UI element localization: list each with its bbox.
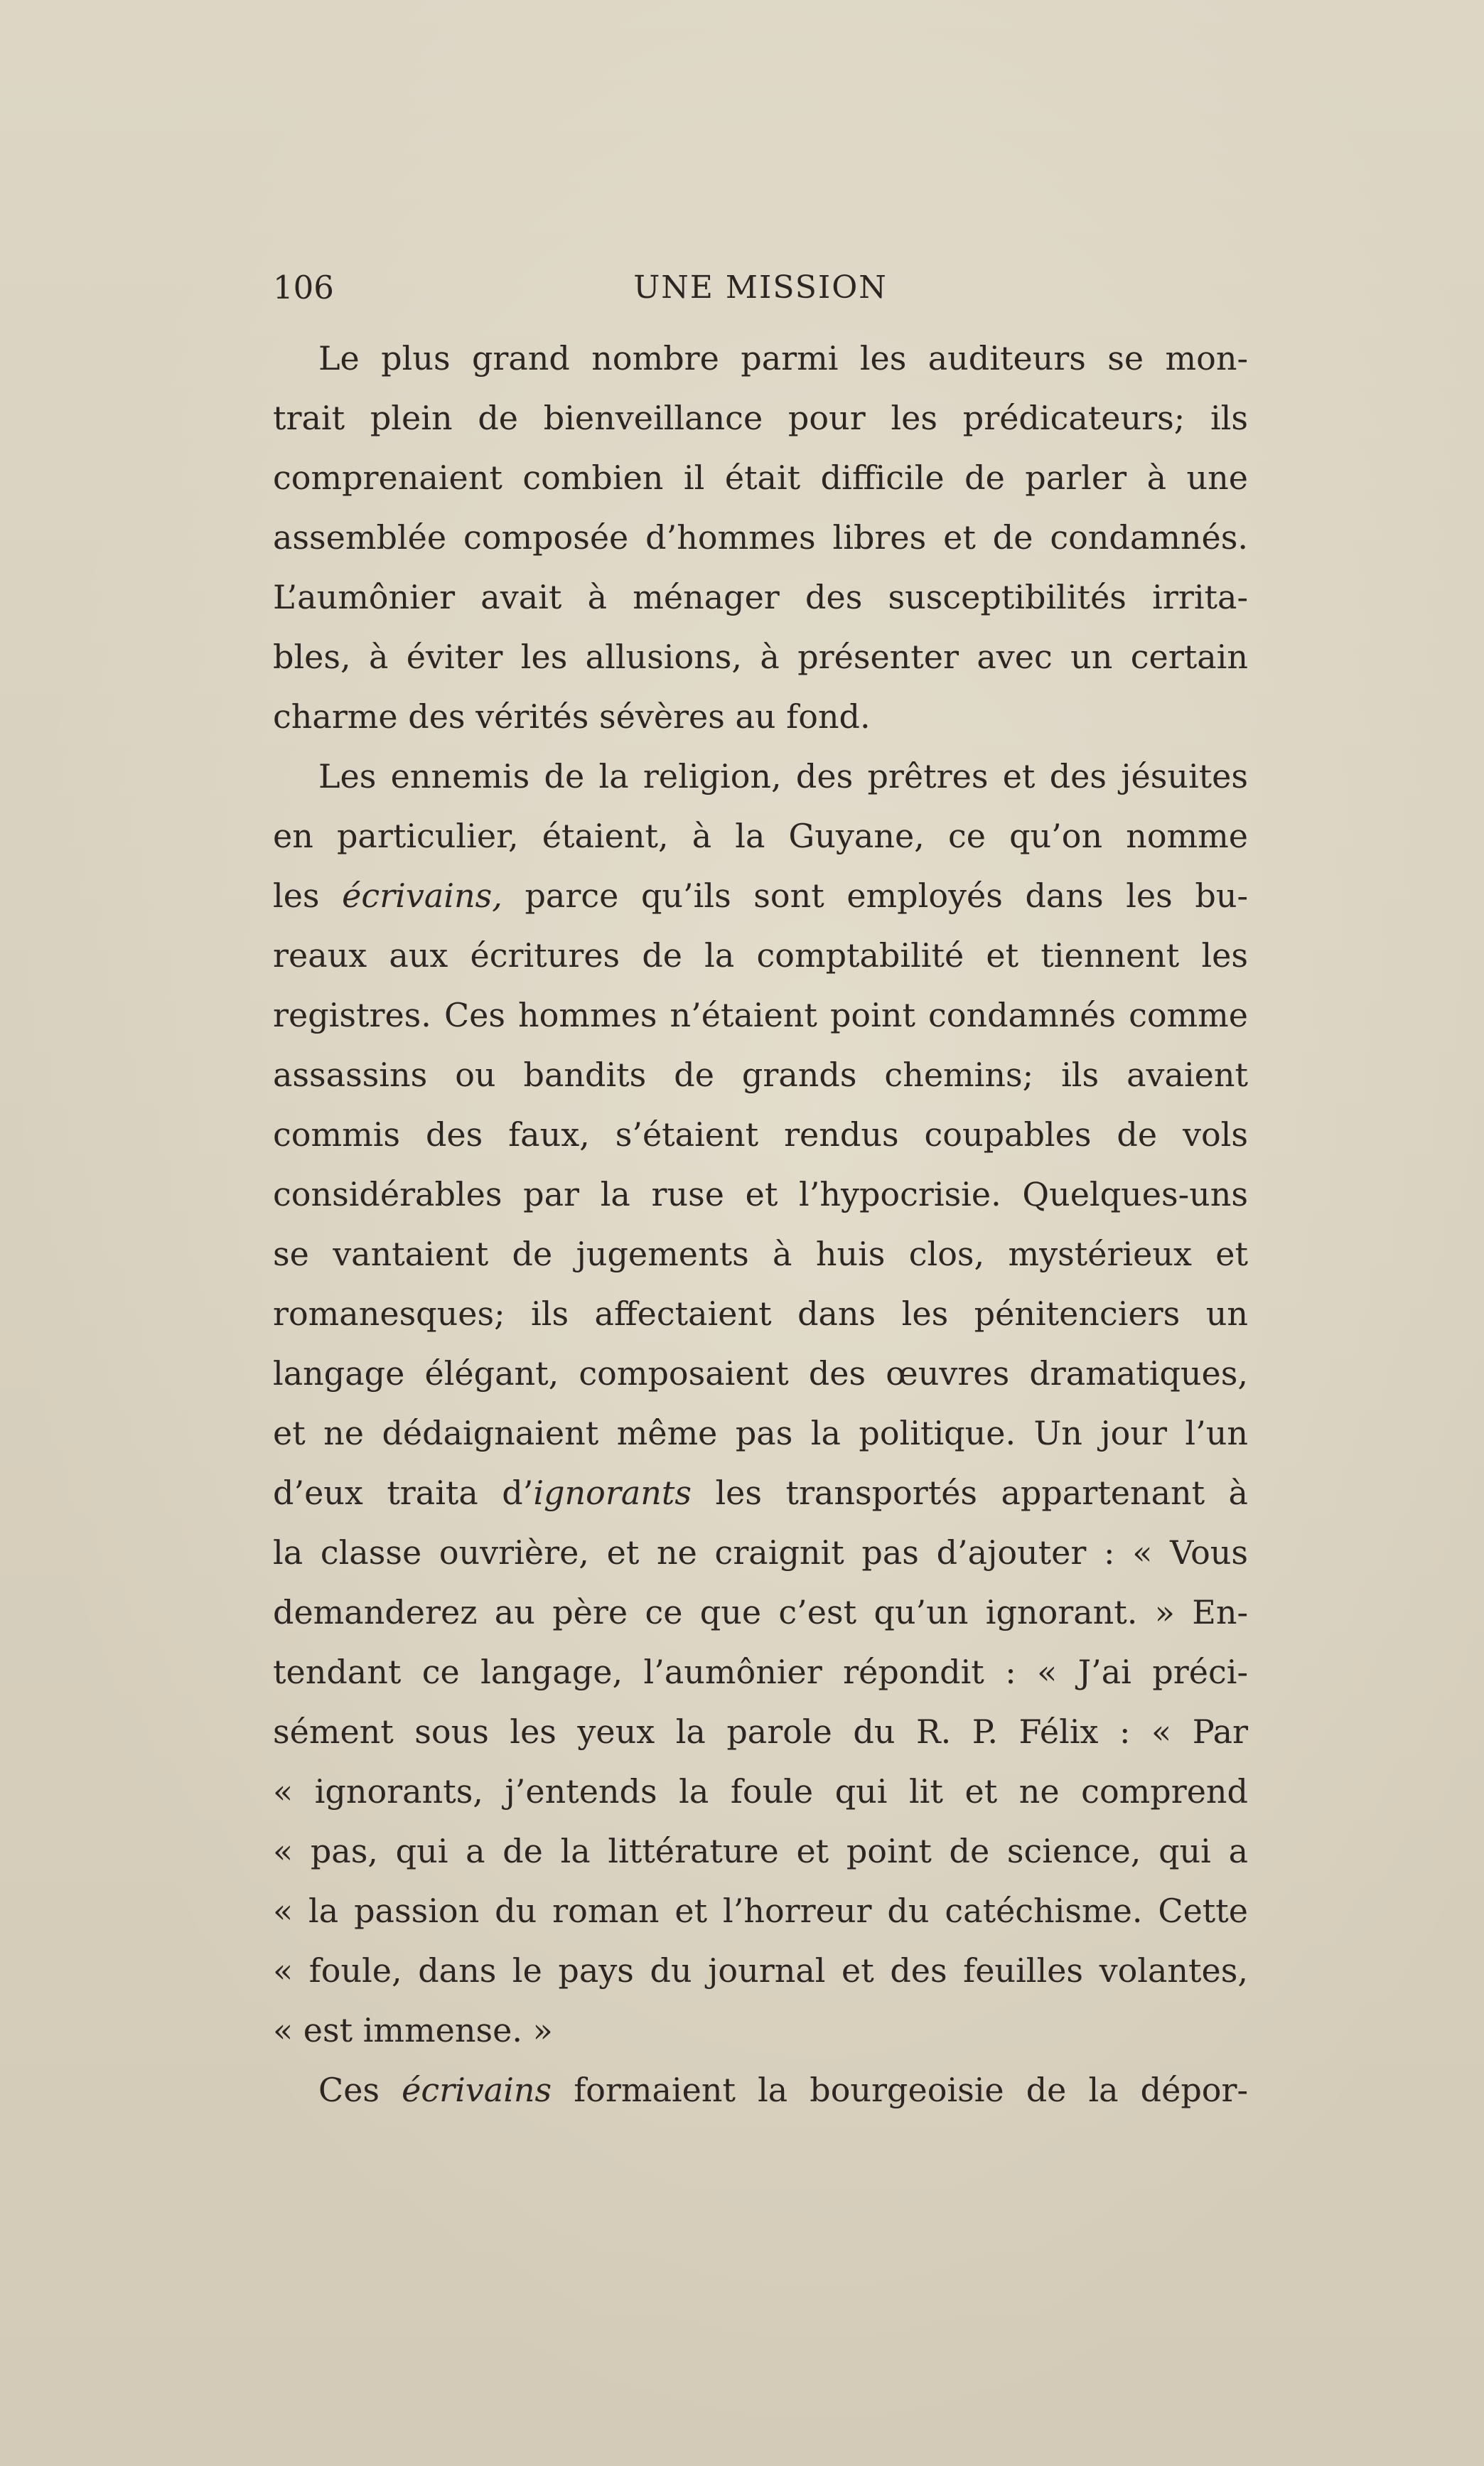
text-segment: formaient la bourgeoisie de la dépor- [552,2071,1248,2109]
text-line: considérables par la ruse et l’hypocrisie. Quelques-uns [273,1175,1248,1213]
italic-term: écrivains [402,2071,552,2109]
text-line: « foule, dans le pays du journal et des feuilles volantes, [273,1951,1248,1990]
text-line: romanesques; ils affectaient dans les pénitenciers un [273,1294,1248,1333]
text-line [273,2060,1248,2120]
text-line: se vantaient de jugements à huis clos, mystérieux et [273,1235,1248,1273]
text-line: « pas, qui a de la littérature et point de science, qui a [273,1832,1248,1870]
page-number: 106 [273,269,334,306]
text-line: langage élégant, composaient des œuvres dramatiques, [273,1354,1248,1393]
text-line: « est immense. » [273,2011,553,2049]
running-title: UNE MISSION [633,269,888,306]
text-line: reaux aux écritures de la comptabilité et tiennent les [273,936,1248,975]
text-line: assemblée composée d’hommes libres et de condamnés. [273,518,1248,557]
text-segment: d’eux traita d’ [273,1474,534,1512]
text-line: sément sous les yeux la parole du R. P. Félix : « Par [273,1712,1248,1751]
text-line: registres. Ces hommes n’étaient point condamnés comme [273,996,1248,1034]
text-line: Les ennemis de la religion, des prêtres et des jésuites [318,757,1248,795]
text-line: assassins ou bandits de grands chemins; ils avaient [273,1056,1248,1094]
text-line: trait plein de bienveillance pour les prédicateurs; ils [273,399,1248,437]
text-segment: Ces [318,2071,402,2109]
text-line: demanderez au père ce que c’est qu’un ignorant. » En- [273,1593,1248,1631]
text-line [273,866,1248,926]
text-line: la classe ouvrière, et ne craignit pas d’ajouter : « Vous [273,1533,1248,1572]
text-segment: les transportés appartenant à [692,1474,1248,1512]
text-line: charme des vérités sévères au fond. [273,697,871,736]
body-text [273,328,1248,2120]
text-line: « la passion du roman et l’horreur du catéchisme. Cette [273,1892,1248,1930]
text-line: commis des faux, s’étaient rendus coupables de vols [273,1115,1248,1154]
italic-term: ignorants [533,1474,692,1512]
text-line: comprenaient combien il était difficile de parler à une [273,459,1248,497]
italic-term: écrivains, [342,876,502,915]
text-line: L’aumônier avait à ménager des susceptibilités irrita- [273,578,1248,616]
text-line: en particulier, étaient, à la Guyane, ce qu’on nomme [273,817,1248,855]
text-segment: les [273,876,343,915]
text-segment: parce qu’ils sont employés dans les bu- [502,876,1248,915]
page-header [273,263,1248,313]
text-line: Le plus grand nombre parmi les auditeurs se mon- [318,339,1248,377]
text-line: tendant ce langage, l’aumônier répondit : « J’ai préci- [273,1653,1248,1691]
text-line [273,1463,1248,1523]
text-line: « ignorants, j’entends la foule qui lit et ne comprend [273,1772,1248,1811]
text-line: et ne dédaignaient même pas la politique. Un jour l’un [273,1414,1248,1452]
text-line: bles, à éviter les allusions, à présenter avec un certain [273,638,1248,676]
